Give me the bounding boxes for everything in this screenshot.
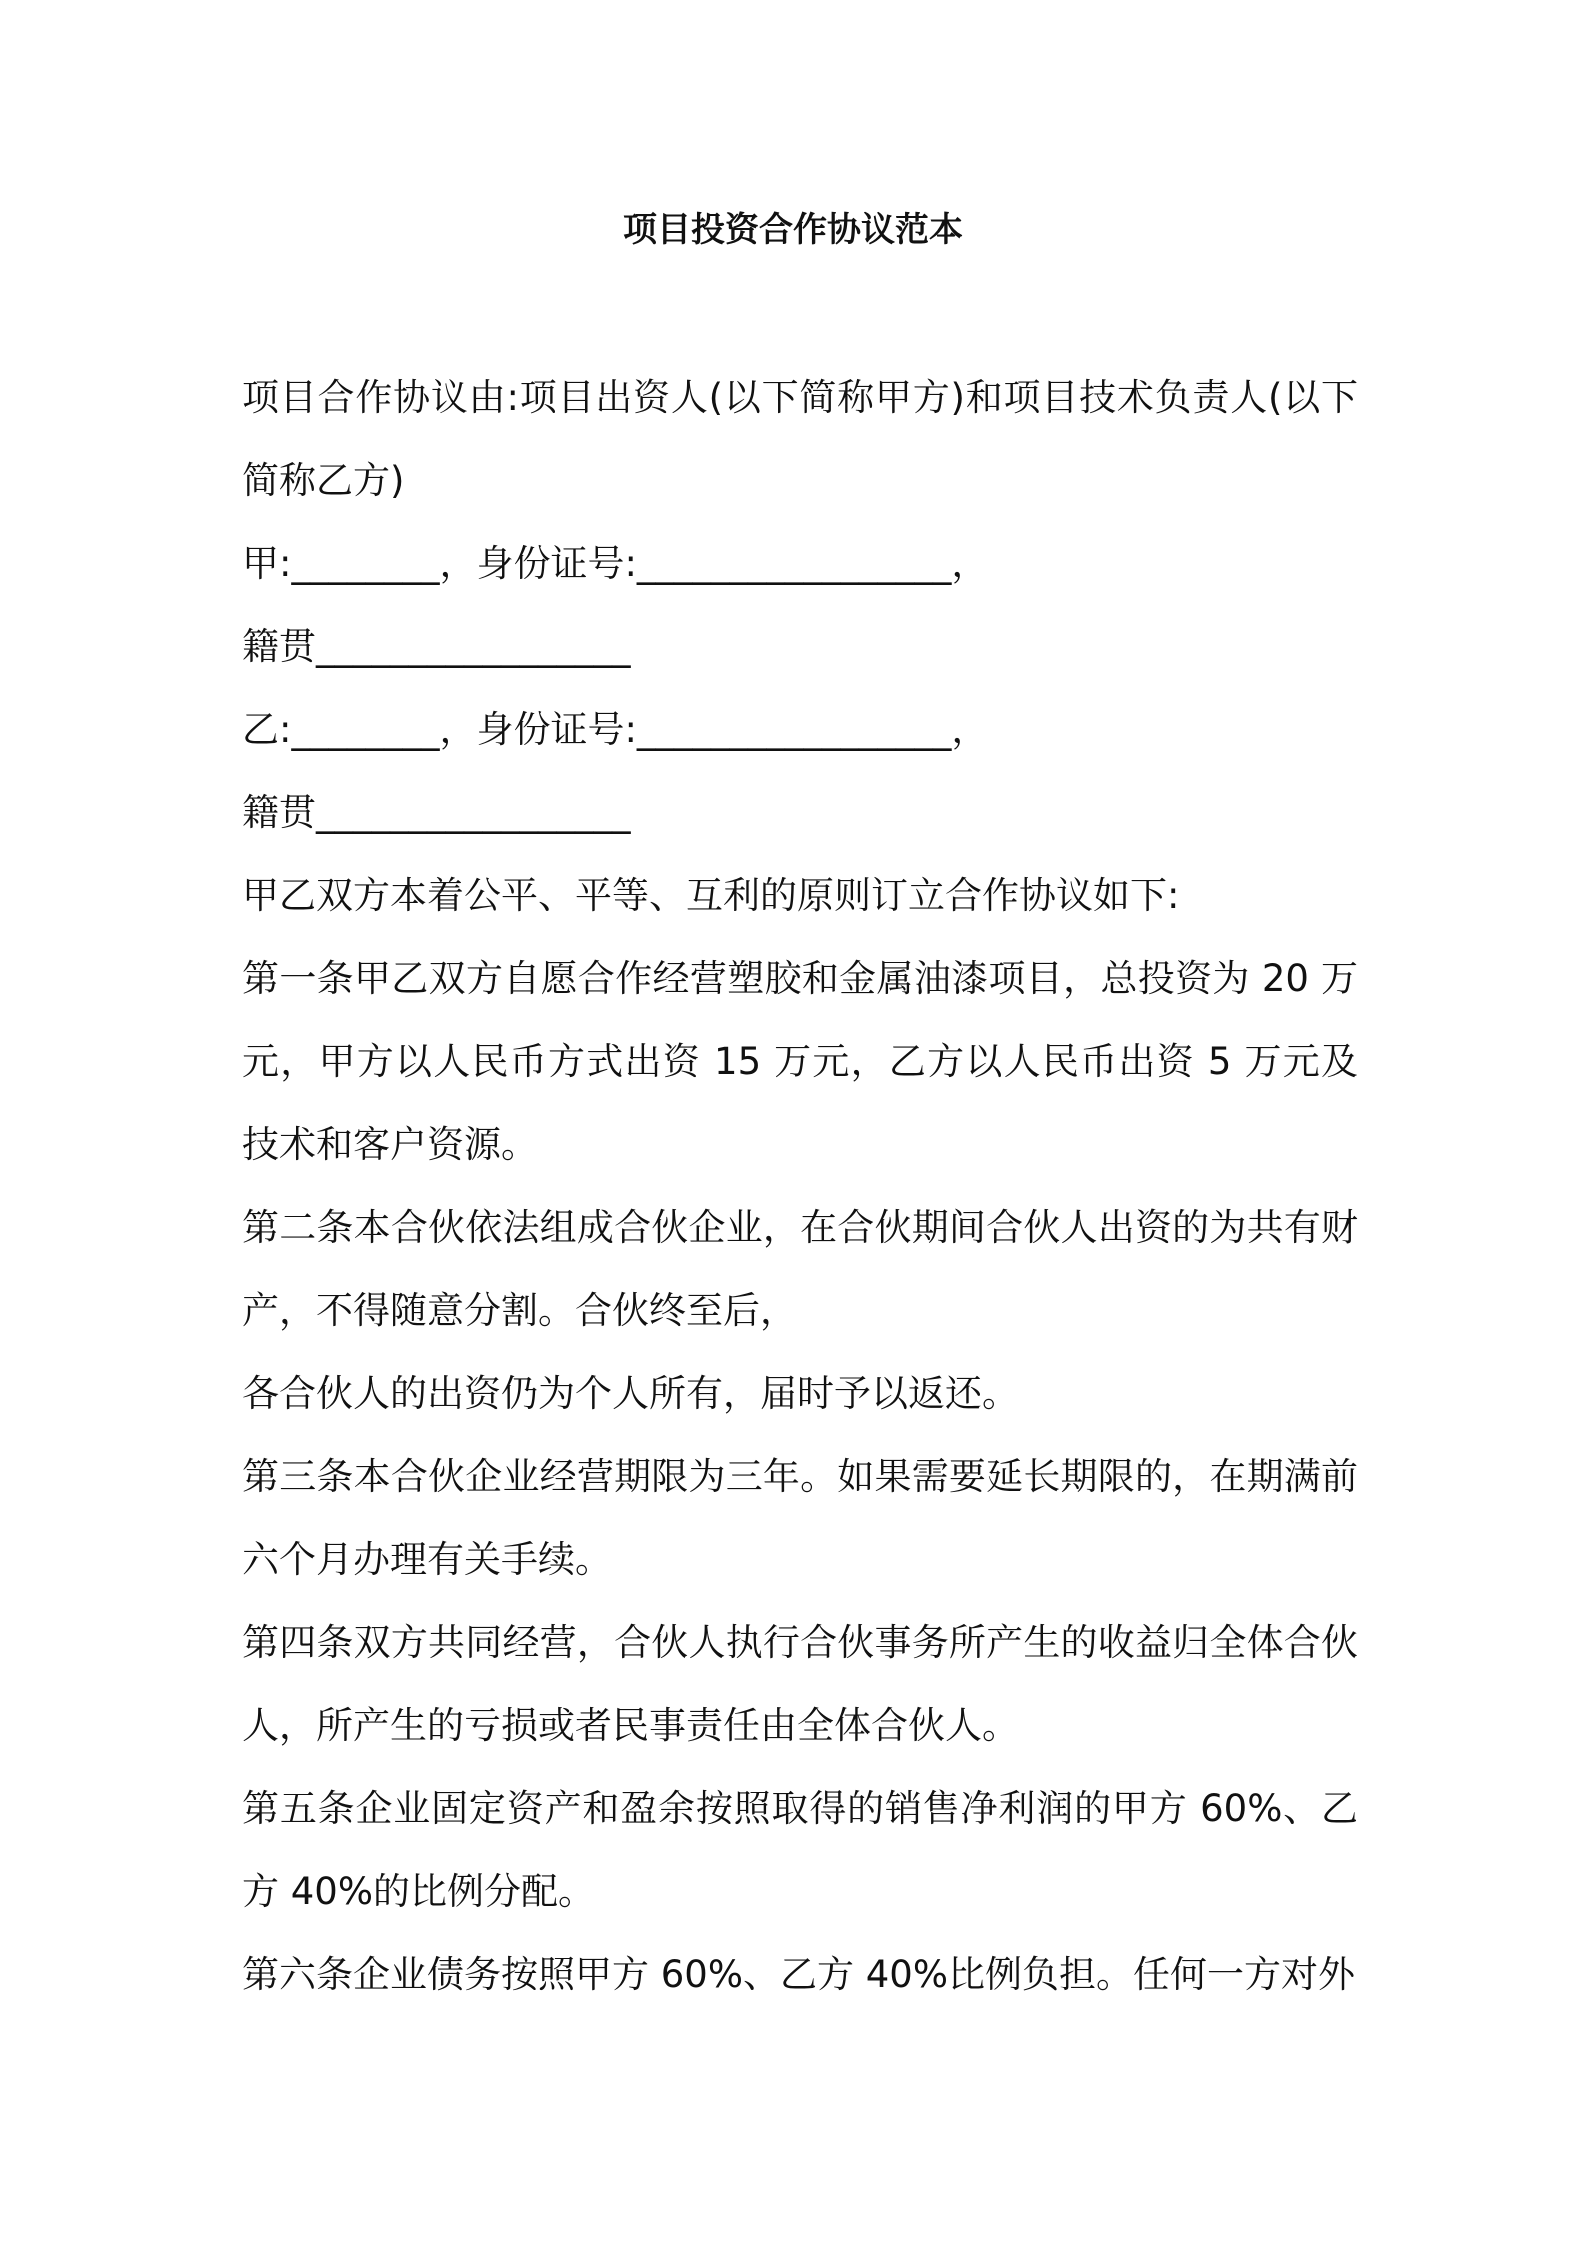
article-4: 第四条双方共同经营，合伙人执行合伙事务所产生的收益归全体合伙人，所产生的亏损或者民事责任由全体合伙人。 [242, 1621, 1358, 1747]
party-a-origin-line: 籍贯_________________ [242, 625, 631, 668]
article-2-continued: 各合伙人的出资仍为个人所有，届时予以返还。 [242, 1372, 1019, 1415]
article-5: 第五条企业固定资产和盈余按照取得的销售净利润的甲方 60%、乙方 40%的比例分配。 [242, 1787, 1358, 1913]
intro-paragraph: 项目合作协议由:项目出资人(以下简称甲方)和项目技术负责人(以下简称乙方) [242, 376, 1358, 502]
party-b-line: 乙:________，身份证号:_________________， [242, 708, 989, 751]
article-6: 第六条企业债务按照甲方 60%、乙方 40%比例负担。任何一方对外 [242, 1953, 1355, 1996]
article-2: 第二条本合伙依法组成合伙企业，在合伙期间合伙人出资的为共有财产，不得随意分割。合伙终至后， [242, 1206, 1358, 1332]
document-body [242, 356, 1358, 2016]
principle-paragraph: 甲乙双方本着公平、平等、互利的原则订立合作协议如下: [242, 874, 1180, 917]
article-1: 第一条甲乙双方自愿合作经营塑胶和金属油漆项目，总投资为 20 万元，甲方以人民币方式出资 15 万元，乙方以人民币出资 5 万元及技术和客户资源。 [242, 957, 1358, 1166]
article-3: 第三条本合伙企业经营期限为三年。如果需要延长期限的，在期满前六个月办理有关手续。 [242, 1455, 1358, 1581]
party-a-line: 甲:________，身份证号:_________________， [242, 542, 989, 585]
party-b-origin-line: 籍贯_________________ [242, 791, 631, 834]
document-title: 项目投资合作协议范本 [623, 210, 963, 250]
